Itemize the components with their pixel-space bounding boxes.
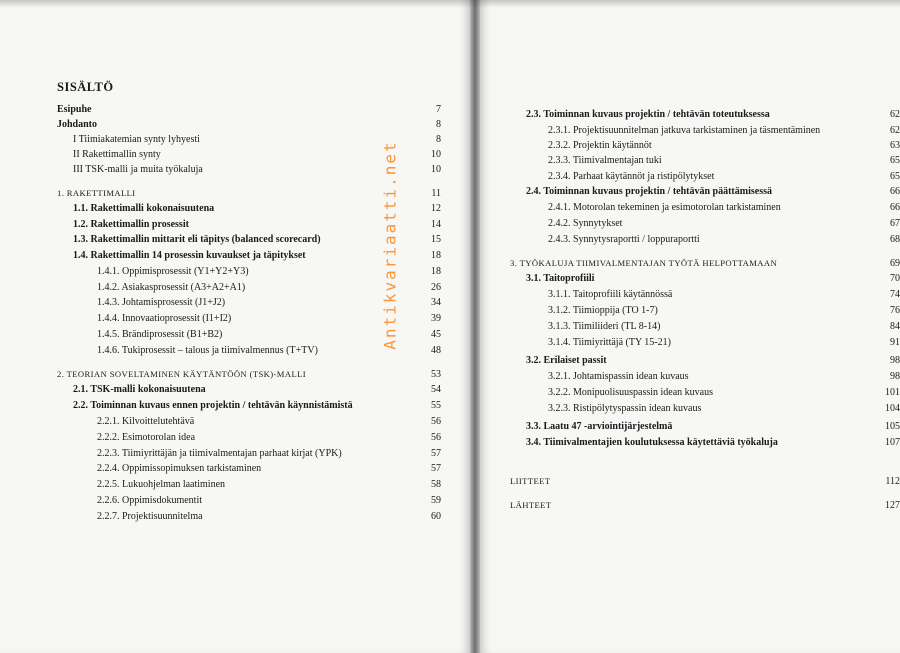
toc-entry-page: 98 [890, 355, 900, 366]
toc-entry-page: 66 [890, 202, 900, 213]
toc-entry-page: 127 [885, 500, 900, 511]
toc-entry-title: 2.2.5. Lukuohjelman laatiminen [97, 479, 226, 490]
toc-entry [97, 495, 441, 511]
toc-entry [73, 203, 441, 219]
watermark: Antikvariaatti.net [380, 140, 400, 350]
toc-entry [73, 384, 441, 400]
toc-entry-page: 107 [885, 437, 900, 448]
toc-entry [548, 371, 900, 387]
toc-entry-page: 112 [885, 476, 900, 487]
toc-entry-page: 15 [431, 234, 441, 245]
toc-entry-title: 2.2.6. Oppimisdokumentit [97, 495, 202, 506]
toc-entry [548, 387, 900, 403]
toc-entry-title: 2.2.1. Kilvoittelutehtävä [97, 416, 195, 427]
toc-entry-title: 3.1.3. Tiimiliideri (TL 8-14) [548, 321, 661, 332]
toc-entry-title: 2.3. Toiminnan kuvaus projektin / tehtävän toteutuksessa [526, 109, 770, 120]
toc-entry [526, 437, 900, 453]
toc-entry-page: 10 [431, 149, 441, 160]
toc-entry-page: 48 [431, 345, 441, 356]
toc-entry [510, 258, 900, 274]
toc-entry [548, 218, 900, 234]
toc-entry-page: 58 [431, 479, 441, 490]
toc-entry [57, 104, 441, 120]
toc-entry [97, 416, 441, 432]
toc-entry-title: 2.4.1. Motorolan tekeminen ja esimotorolan tarkistaminen [548, 202, 781, 213]
toc-entry-title: 3.1.4. Tiimiyrittäjä (TY 15-21) [548, 337, 671, 348]
toc-entry-page: 18 [431, 266, 441, 277]
toc-entry [97, 266, 441, 282]
toc-entry [73, 149, 441, 165]
toc-entry-page: 65 [890, 171, 900, 182]
toc-entry-page: 84 [890, 321, 900, 332]
toc-entry-title: 2.2. Toiminnan kuvaus ennen projektin / tehtävän käynnistämistä [73, 400, 353, 411]
toc-entry-page: 69 [890, 258, 900, 269]
toc-entry-title: 3.1. Taitoprofiili [526, 273, 595, 284]
toc-entry-title: I Tiimiakatemian synty lyhyesti [73, 134, 200, 145]
toc-entry-title: 3.1.2. Tiimioppija (TO 1-7) [548, 305, 658, 316]
toc-entry-title: 2.2.3. Tiimiyrittäjän ja tiimivalmentajan parhaat kirjat (YPK) [97, 448, 342, 459]
toc-entry-page: 101 [885, 387, 900, 398]
toc-entry-page: 70 [890, 273, 900, 284]
toc-title: SISÄLTÖ [57, 80, 114, 94]
toc-entry-title: 2.1. TSK-malli kokonaisuutena [73, 384, 206, 395]
toc-entry-title: 1.4.1. Oppimisprosessit (Y1+Y2+Y3) [97, 266, 249, 277]
toc-entry-title: LIITTEET [510, 476, 551, 486]
toc-entry-page: 104 [885, 403, 900, 414]
toc-entry-title: 2.4. Toiminnan kuvaus projektin / tehtävän päättämisessä [526, 186, 772, 197]
toc-entry [57, 188, 441, 204]
book-gutter [470, 0, 480, 653]
toc-entry-title: 1.4. Rakettimallin 14 prosessin kuvaukset ja täpitykset [73, 250, 306, 261]
toc-entry-page: 11 [431, 188, 441, 199]
toc-entry [526, 421, 900, 437]
toc-entry-title: 1. RAKETTIMALLI [57, 188, 136, 198]
toc-entry-page: 45 [431, 329, 441, 340]
toc-entry-title: 2.3.1. Projektisuunnitelman jatkuva tarkistaminen ja täsmentäminen [548, 125, 821, 136]
toc-entry [510, 500, 900, 516]
toc-entry-page: 98 [890, 371, 900, 382]
toc-entry [97, 313, 441, 329]
toc-entry-page: 7 [436, 104, 441, 115]
toc-entry-title: 2.3.2. Projektin käytännöt [548, 140, 652, 151]
toc-entry-page: 55 [431, 400, 441, 411]
toc-entry-title: 1.2. Rakettimallin prosessit [73, 219, 189, 230]
toc-entry-page: 57 [431, 463, 441, 474]
toc-entry-title: 1.4.2. Asiakasprosessit (A3+A2+A1) [97, 282, 246, 293]
toc-entry [548, 171, 900, 187]
toc-entry-page: 62 [890, 125, 900, 136]
toc-entry-title: 3.2.3. Ristipölytyspassin idean kuvaus [548, 403, 702, 414]
toc-entry-page: 62 [890, 109, 900, 120]
toc-entry-title: 1.3. Rakettimallin mittarit eli täpitys (balanced scorecard) [73, 234, 321, 245]
toc-entry-page: 34 [431, 297, 441, 308]
toc-entry [548, 321, 900, 337]
toc-entry-page: 14 [431, 219, 441, 230]
scan-shadow [0, 0, 900, 8]
toc-entry-title: 2. TEORIAN SOVELTAMINEN KÄYTÄNTÖÖN (TSK)-MALLI [57, 369, 307, 379]
toc-entry-page: 56 [431, 416, 441, 427]
toc-entry-page: 91 [890, 337, 900, 348]
toc-entry-page: 12 [431, 203, 441, 214]
toc-entry-title: 2.3.4. Parhaat käytännöt ja ristipölytykset [548, 171, 715, 182]
toc-entry-page: 65 [890, 155, 900, 166]
toc-entry [526, 273, 900, 289]
toc-entry-title: 1.1. Rakettimalli kokonaisuutena [73, 203, 215, 214]
toc-entry-title: 2.2.7. Projektisuunnitelma [97, 511, 203, 522]
toc-entry-title: 2.2.4. Oppimissopimuksen tarkistaminen [97, 463, 262, 474]
toc-entry [548, 140, 900, 156]
toc-entry-page: 63 [890, 140, 900, 151]
toc-entry [73, 219, 441, 235]
toc-entry [548, 403, 900, 419]
toc-entry-title: 3.4. Tiimivalmentajien koulutuksessa käytettäviä työkaluja [526, 437, 778, 448]
toc-entry-page: 57 [431, 448, 441, 459]
toc-entry [97, 479, 441, 495]
toc-entry [526, 186, 900, 202]
toc-entry-title: 1.4.4. Innovaatioprosessit (I1+I2) [97, 313, 232, 324]
toc-entry-page: 74 [890, 289, 900, 300]
toc-entry [97, 463, 441, 479]
toc-entry [548, 305, 900, 321]
toc-entry-page: 8 [436, 134, 441, 145]
toc-entry-title: 3.3. Laatu 47 -arviointijärjestelmä [526, 421, 673, 432]
toc-entry [73, 134, 441, 150]
toc-entry [548, 155, 900, 171]
toc-entry-page: 26 [431, 282, 441, 293]
toc-entry-page: 54 [431, 384, 441, 395]
toc-entry [57, 119, 441, 135]
toc-entry [97, 448, 441, 464]
toc-entry-title: 2.2.2. Esimotorolan idea [97, 432, 196, 443]
toc-entry [548, 337, 900, 353]
toc-entry [57, 369, 441, 385]
toc-entry-title: II Rakettimallin synty [73, 149, 161, 160]
toc-entry [73, 250, 441, 266]
toc-entry-page: 67 [890, 218, 900, 229]
toc-entry-title: 3.1.1. Taitoprofiili käytännössä [548, 289, 673, 300]
toc-entry-page: 66 [890, 186, 900, 197]
toc-entry [73, 164, 441, 180]
toc-entry-page: 68 [890, 234, 900, 245]
toc-entry-page: 8 [436, 119, 441, 130]
toc-entry [548, 289, 900, 305]
toc-entry [97, 511, 441, 527]
toc-entry-title: 3.2. Erilaiset passit [526, 355, 607, 366]
toc-entry-page: 53 [431, 369, 441, 380]
toc-entry-title: 1.4.3. Johtamisprosessit (J1+J2) [97, 297, 226, 308]
toc-entry-title: III TSK-malli ja muita työkaluja [73, 164, 203, 175]
toc-entry-page: 56 [431, 432, 441, 443]
toc-entry-title: 2.4.2. Synnytykset [548, 218, 623, 229]
toc-entry-title: 1.4.5. Brändiprosessit (B1+B2) [97, 329, 223, 340]
toc-entry [97, 282, 441, 298]
toc-entry [97, 329, 441, 345]
toc-entry [97, 297, 441, 313]
toc-entry [548, 234, 900, 250]
toc-entry-page: 60 [431, 511, 441, 522]
toc-entry [548, 125, 900, 141]
toc-entry [548, 202, 900, 218]
toc-entry-title: 3.2.1. Johtamispassin idean kuvaus [548, 371, 689, 382]
toc-entry [526, 109, 900, 125]
toc-entry [73, 234, 441, 250]
toc-entry [97, 345, 441, 361]
toc-entry-title: 2.3.3. Tiimivalmentajan tuki [548, 155, 662, 166]
toc-entry-page: 39 [431, 313, 441, 324]
toc-entry-title: Johdanto [57, 119, 98, 130]
toc-entry-page: 10 [431, 164, 441, 175]
toc-entry-title: LÄHTEET [510, 500, 552, 510]
toc-entry [510, 476, 900, 492]
toc-entry-title: Esipuhe [57, 104, 92, 115]
toc-entry-title: 3. TYÖKALUJA TIIMIVALMENTAJAN TYÖTÄ HELPOTTAMAAN [510, 258, 778, 268]
toc-entry-title: 1.4.6. Tukiprosessit – talous ja tiimivalmennus (T+TV) [97, 345, 318, 356]
toc-entry-title: 2.4.3. Synnytysraportti / loppuraportti [548, 234, 700, 245]
toc-entry [73, 400, 441, 416]
toc-entry [97, 432, 441, 448]
toc-entry-page: 105 [885, 421, 900, 432]
toc-entry-page: 76 [890, 305, 900, 316]
toc-entry-page: 59 [431, 495, 441, 506]
toc-entry-page: 18 [431, 250, 441, 261]
toc-entry-title: 3.2.2. Monipuolisuuspassin idean kuvaus [548, 387, 713, 398]
toc-entry [526, 355, 900, 371]
